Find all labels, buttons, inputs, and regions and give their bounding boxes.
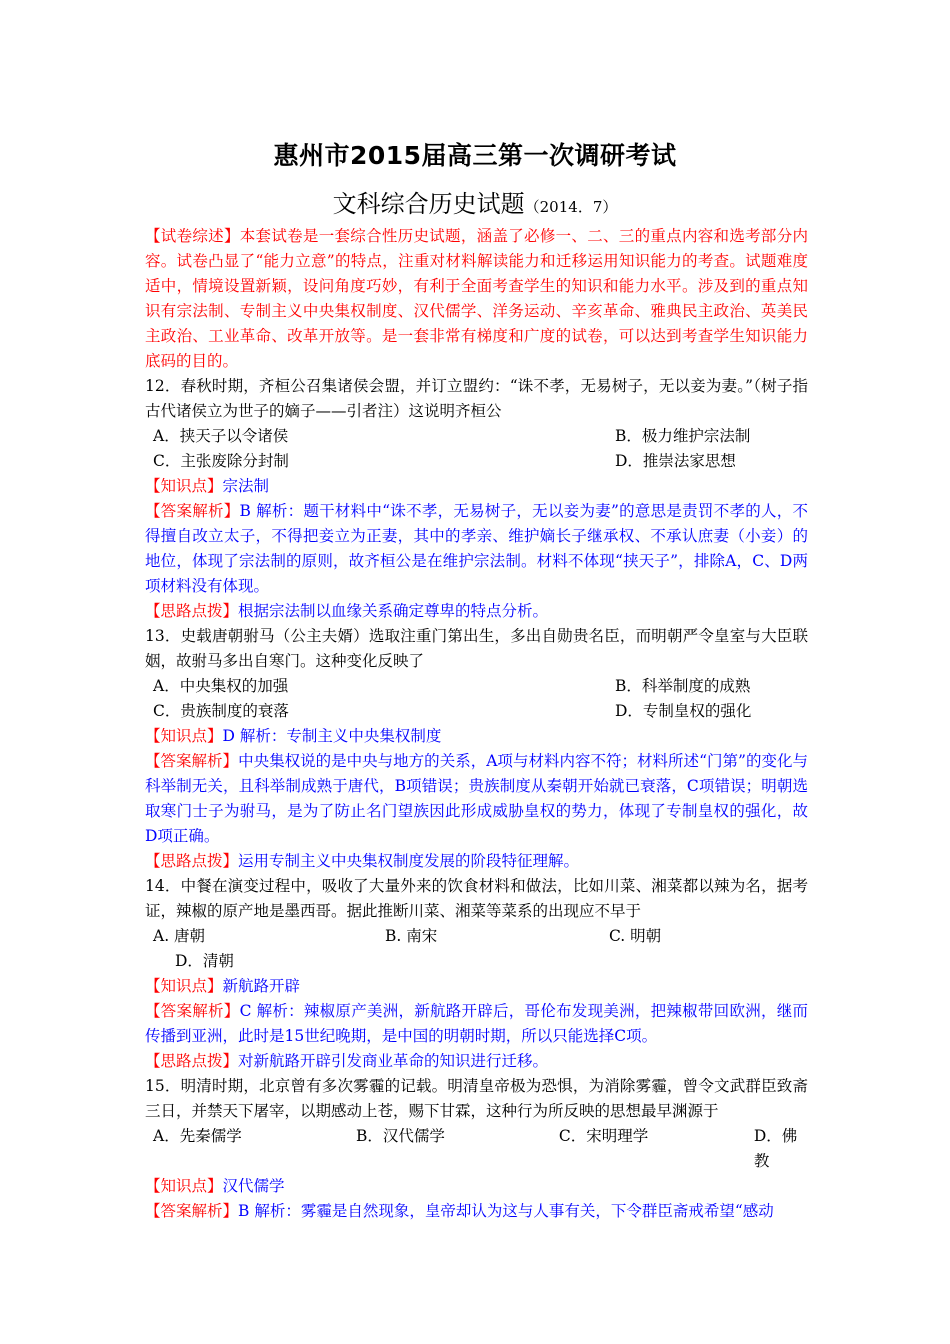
option-b: B. 南宋 [385,927,438,945]
thinking-tip-tag: 【思路点拨】 [145,1052,239,1070]
option-a: A．中央集权的加强 [153,677,289,695]
option-d: D．专制皇权的强化 [615,702,752,720]
option-a: A. 唐朝 [153,927,206,945]
knowledge-point [145,1174,808,1199]
knowledge-point-tag: 【知识点】 [145,1177,223,1195]
option-d: D．佛教 [753,1127,798,1170]
question-12-options-row-2 [145,449,808,474]
knowledge-point-text: 新航路开辟 [222,977,301,995]
question-14-options-row-1 [145,924,808,949]
thinking-tip-tag: 【思路点拨】 [145,602,239,620]
answer-analysis [145,499,808,599]
thinking-tip [145,1049,808,1074]
question-14-stem: 14．中餐在演变过程中，吸收了大量外来的饮食材料和做法，比如川菜、湘菜都以辣为名，据考证，辣椒的原产地是墨西哥。据此推断川菜、湘菜等菜系的出现应不早于 [145,877,808,920]
answer-analysis-tag: 【答案解析】 [145,502,240,520]
question-12-stem: 12．春秋时期，齐桓公召集诸侯会盟，并订立盟约：“诛不孝，无易树子，无以妾为妻。”（树子指古代诸侯立为世子的嫡子——引者注）这说明齐桓公 [145,377,808,420]
paper-summary [145,224,808,374]
document-subtitle [0,184,950,219]
question-13-options-row-1 [145,674,808,699]
question-13-stem: 13．史载唐朝驸马（公主夫婿）选取注重门第出生，多出自勋贵名臣，而明朝严令皇室与大臣联姻，故驸马多出自寒门。这种变化反映了 [145,627,808,670]
answer-analysis [145,1199,808,1224]
document-body [145,224,808,1224]
summary-tag: 【试卷综述】 [145,227,240,245]
answer-analysis-text: C 解析：辣椒原产美洲，新航路开辟后，哥伦布发现美洲，把辣椒带回欧洲，继而传播到亚洲，此时是15世纪晚期，是中国的明朝时期，所以只能选择C项。 [145,1002,808,1045]
thinking-tip-text: 对新航路开辟引发商业革命的知识进行迁移。 [238,1052,549,1070]
answer-analysis-tag: 【答案解析】 [145,1202,239,1220]
thinking-tip [145,849,808,874]
knowledge-point-tag: 【知识点】 [145,477,223,495]
answer-analysis-text: B 解析：题干材料中“诛不孝，无易树子，无以妾为妻”的意思是责罚不孝的人，不得擅自改立太子，不得把妾立为正妻，其中的孝亲、维护嫡长子继承权、不承认庶妻（小妾）的地位，体现了宗法制的原则，故齐桓公是在维护宗法制。材料不体现“挟天子”，排除A，C、D两项材料没有体现。 [145,502,808,595]
thinking-tip-text: 根据宗法制以血缘关系确定尊卑的特点分析。 [238,602,549,620]
answer-analysis [145,749,808,849]
knowledge-point-tag: 【知识点】 [145,727,223,745]
exam-date: （2014．7） [524,198,618,216]
knowledge-point-text: D 解析：专制主义中央集权制度 [222,727,442,745]
option-c: C．贵族制度的衰落 [153,702,289,720]
question-13-options-row-2 [145,699,808,724]
question-15-options-row [145,1124,808,1174]
option-b: B．极力维护宗法制 [615,427,751,445]
summary-text: 本套试卷是一套综合性历史试题，涵盖了必修一、二、三的重点内容和选考部分内容。试卷凸显了“能力立意”的特点，注重对材料解读能力和迁移运用知识能力的考查。试题难度适中，情境设置新颖，设问角度巧妙，有利于全面考查学生的知识和能力水平。涉及到的重点知识有宗法制、专制主义中央集权制度、汉代儒学、洋务运动、辛亥革命、雅典民主政治、英美民主政治、工业革命、改革开放等。是一套非常有梯度和广度的试卷，可以达到考查学生知识能力底码的目的。 [145,227,808,370]
option-c: C．宋明理学 [558,1127,649,1145]
answer-analysis-tag: 【答案解析】 [145,1002,240,1020]
thinking-tip-text: 运用专制主义中央集权制度发展的阶段特征理解。 [238,852,580,870]
thinking-tip-tag: 【思路点拨】 [145,852,239,870]
question-12-options-row-1 [145,424,808,449]
option-c: C．主张废除分封制 [153,452,289,470]
knowledge-point-tag: 【知识点】 [145,977,223,995]
option-b: B．汉代儒学 [355,1127,445,1145]
subtitle-text: 文科综合历史试题 [332,190,525,218]
knowledge-point [145,474,808,499]
answer-analysis-text: 中央集权说的是中央与地方的关系，A项与材料内容不符；材料所述“门第”的变化与科举制无关，且科举制成熟于唐代，B项错误；贵族制度从秦朝开始就已衰落，C项错误；明朝选取寒门士子为驸马，是为了防止名门望族因此形成威胁皇权的势力，体现了专制皇权的强化，故D项正确。 [145,752,808,845]
knowledge-point-text: 汉代儒学 [222,1177,285,1195]
thinking-tip [145,599,808,624]
answer-analysis-text: B 解析：雾霾是自然现象，皇帝却认为这与人事有关，下令群臣斋戒希望“感动 [238,1202,774,1220]
knowledge-point [145,724,808,749]
option-d: D．推崇法家思想 [615,452,736,470]
answer-analysis [145,999,808,1049]
knowledge-point-text: 宗法制 [222,477,270,495]
option-c: C. 明朝 [609,927,662,945]
knowledge-point [145,974,808,999]
document-title: 惠州市2015届高三第一次调研考试 [273,141,677,170]
option-a: A．先秦儒学 [153,1127,242,1145]
question-15-stem: 15．明清时期，北京曾有多次雾霾的记载。明清皇帝极为恐惧，为消除雾霾，曾令文武群臣致斋三日，并禁天下屠宰，以期感动上苍，赐下甘霖，这种行为所反映的思想最早渊源于 [145,1077,808,1120]
option-b: B．科举制度的成熟 [615,677,751,695]
option-a: A．挟天子以令诸侯 [153,427,289,445]
answer-analysis-tag: 【答案解析】 [145,752,239,770]
option-d: D．清朝 [175,952,234,970]
